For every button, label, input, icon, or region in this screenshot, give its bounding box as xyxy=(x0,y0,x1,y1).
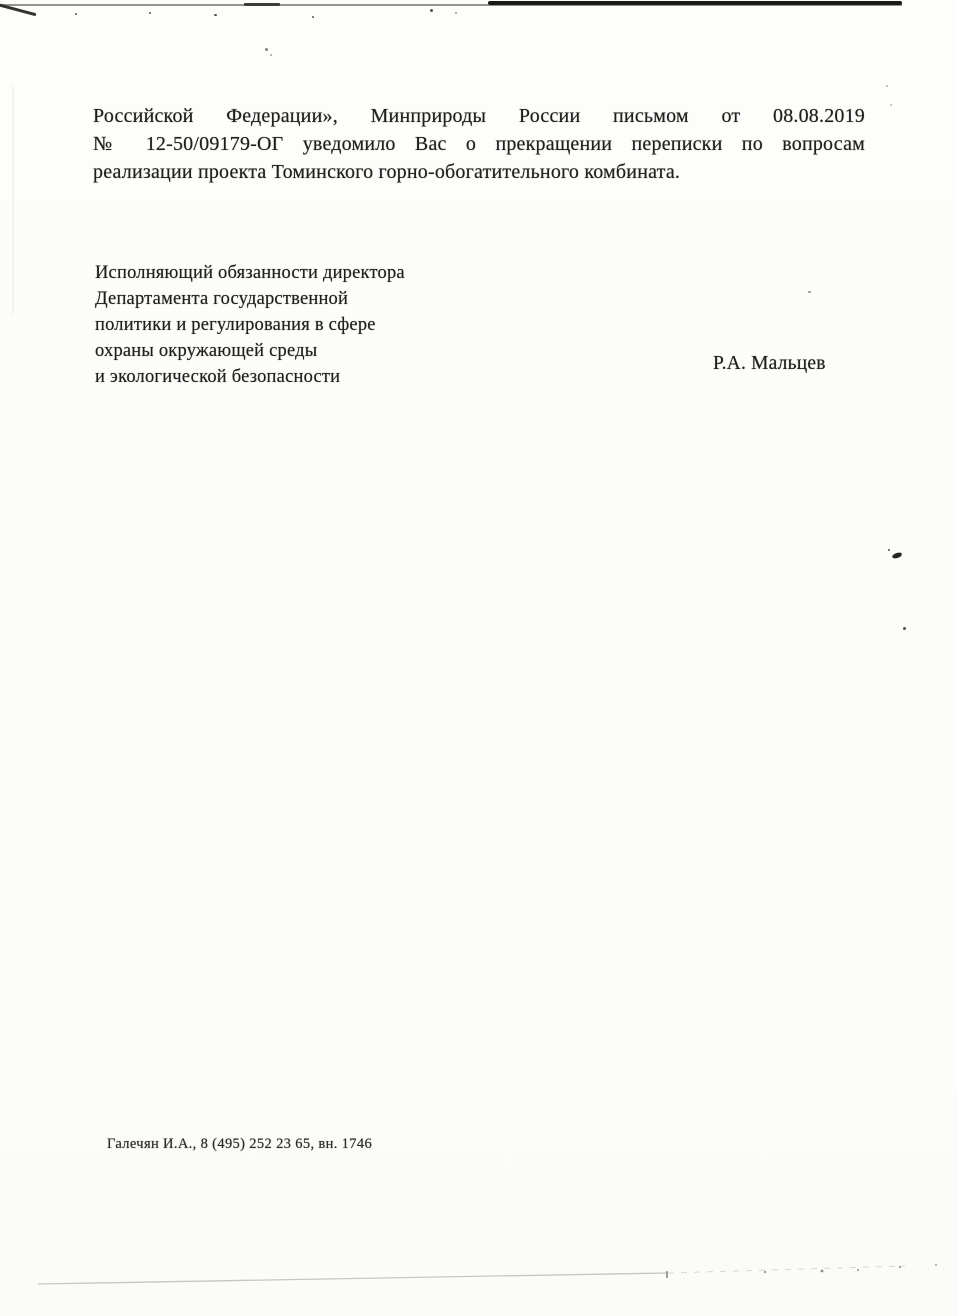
scan-speckle xyxy=(455,12,457,14)
scan-top-edge-dark-segment xyxy=(488,1,902,5)
scan-ink-curve-mark xyxy=(896,640,910,668)
scan-speckle xyxy=(888,549,890,551)
scan-speckle xyxy=(75,13,77,15)
signoff-line: и экологической безопасности xyxy=(95,367,341,387)
scan-speckle xyxy=(903,627,906,630)
scan-speckle xyxy=(886,85,888,87)
signoff-line: охраны окружающей среды xyxy=(95,341,318,361)
signoff-line: Департамента государственной xyxy=(95,289,349,309)
signer-name: Р.А. Мальцев xyxy=(713,353,826,374)
paragraph-line: Российской Федерации», Минприроды России письмом от 08.08.2019 xyxy=(93,105,865,127)
scan-top-edge-mid-segment xyxy=(244,3,280,6)
scan-speckle xyxy=(430,9,433,12)
paragraph-line: № 12-50/09179-ОГ уведомило Вас о прекращении переписки по вопросам xyxy=(93,133,865,155)
scan-ink-blot xyxy=(892,552,903,559)
footer-contact: Галечян И.А., 8 (495) 252 23 65, вн. 1746 xyxy=(107,1136,373,1152)
scan-speckle xyxy=(214,14,217,16)
scan-speckle xyxy=(265,48,268,51)
scan-bottom-edge-line xyxy=(0,1260,957,1294)
body-paragraph xyxy=(93,102,865,186)
scan-speckle xyxy=(312,16,314,18)
scan-speckle xyxy=(890,104,892,106)
signoff-line: Исполняющий обязанности директора xyxy=(95,263,405,283)
paragraph-line: реализации проекта Томинского горно-обогатительного комбината. xyxy=(93,161,681,183)
handwritten-signature-icon xyxy=(542,272,646,420)
scan-speckle xyxy=(149,12,151,14)
scan-speckle xyxy=(808,291,811,293)
scan-speckle xyxy=(270,54,272,56)
signoff-title-block xyxy=(95,260,405,390)
signoff-line: политики и регулирования в сфере xyxy=(95,315,376,335)
scan-left-fold-shadow xyxy=(12,86,14,314)
